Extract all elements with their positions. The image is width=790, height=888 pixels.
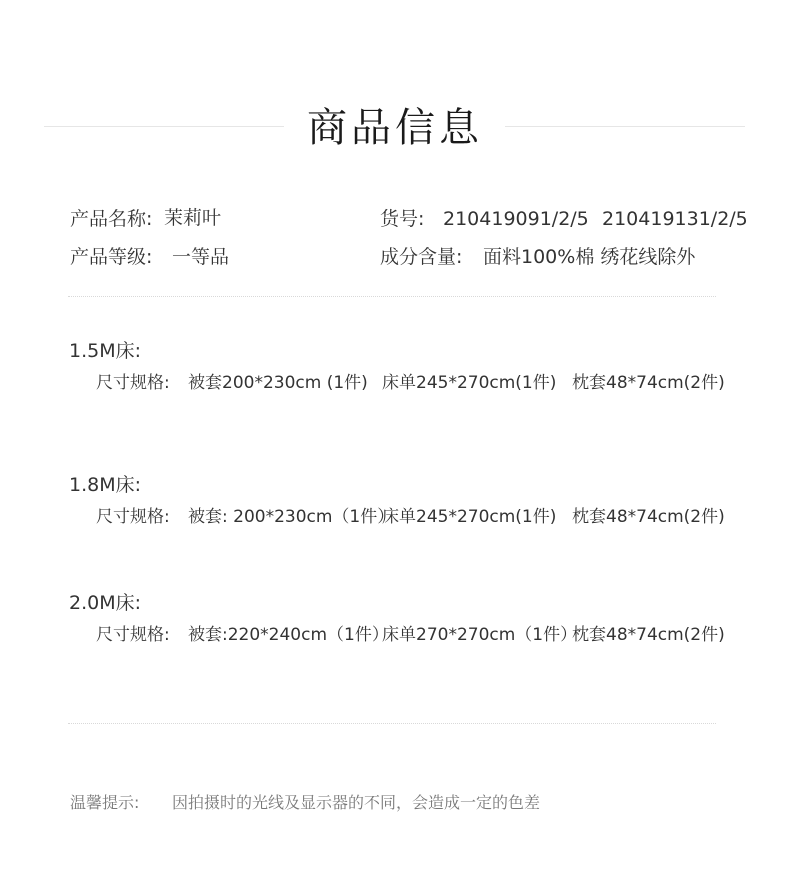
page-title: 商品信息 bbox=[307, 105, 483, 151]
divider-bottom bbox=[68, 723, 716, 724]
note-text: 因拍摄时的光线及显示器的不同，会造成一定的色差 bbox=[172, 793, 541, 812]
duvet-spec: 被套200*230cm (1件) bbox=[188, 373, 368, 393]
sku-value-2: 210419131/2/5 bbox=[602, 208, 748, 230]
material-value: 面料100%棉 绣花线除外 bbox=[483, 246, 696, 268]
grade-label: 产品等级: bbox=[70, 246, 153, 268]
duvet-spec: 被套: 200*230cm（1件） bbox=[188, 507, 395, 527]
duvet-spec: 被套:220*240cm（1件） bbox=[188, 625, 389, 645]
bed-size-title: 1.5M床: bbox=[69, 340, 142, 362]
pillow-spec: 枕套48*74cm(2件) bbox=[572, 373, 725, 393]
divider-top bbox=[68, 296, 716, 297]
sku-value-1: 210419091/2/5 bbox=[443, 208, 589, 230]
spec-label: 尺寸规格: bbox=[96, 625, 170, 645]
pillow-spec: 枕套48*74cm(2件) bbox=[572, 507, 725, 527]
pillow-spec: 枕套48*74cm(2件) bbox=[572, 625, 725, 645]
name-value: 茉莉叶 bbox=[164, 207, 222, 229]
material-label: 成分含量: bbox=[380, 246, 463, 268]
bed-size-title: 2.0M床: bbox=[69, 592, 142, 614]
sku-label: 货号: bbox=[380, 208, 425, 230]
section-header bbox=[0, 100, 790, 156]
sheet-spec: 床单245*270cm(1件) bbox=[382, 373, 557, 393]
sheet-spec: 床单270*270cm（1件） bbox=[382, 625, 578, 645]
spec-label: 尺寸规格: bbox=[96, 507, 170, 527]
name-label: 产品名称: bbox=[70, 208, 153, 230]
grade-value: 一等品 bbox=[172, 246, 230, 268]
spec-label: 尺寸规格: bbox=[96, 373, 170, 393]
sheet-spec: 床单245*270cm(1件) bbox=[382, 507, 557, 527]
bed-size-title: 1.8M床: bbox=[69, 474, 142, 496]
note-label: 温馨提示: bbox=[70, 793, 140, 812]
